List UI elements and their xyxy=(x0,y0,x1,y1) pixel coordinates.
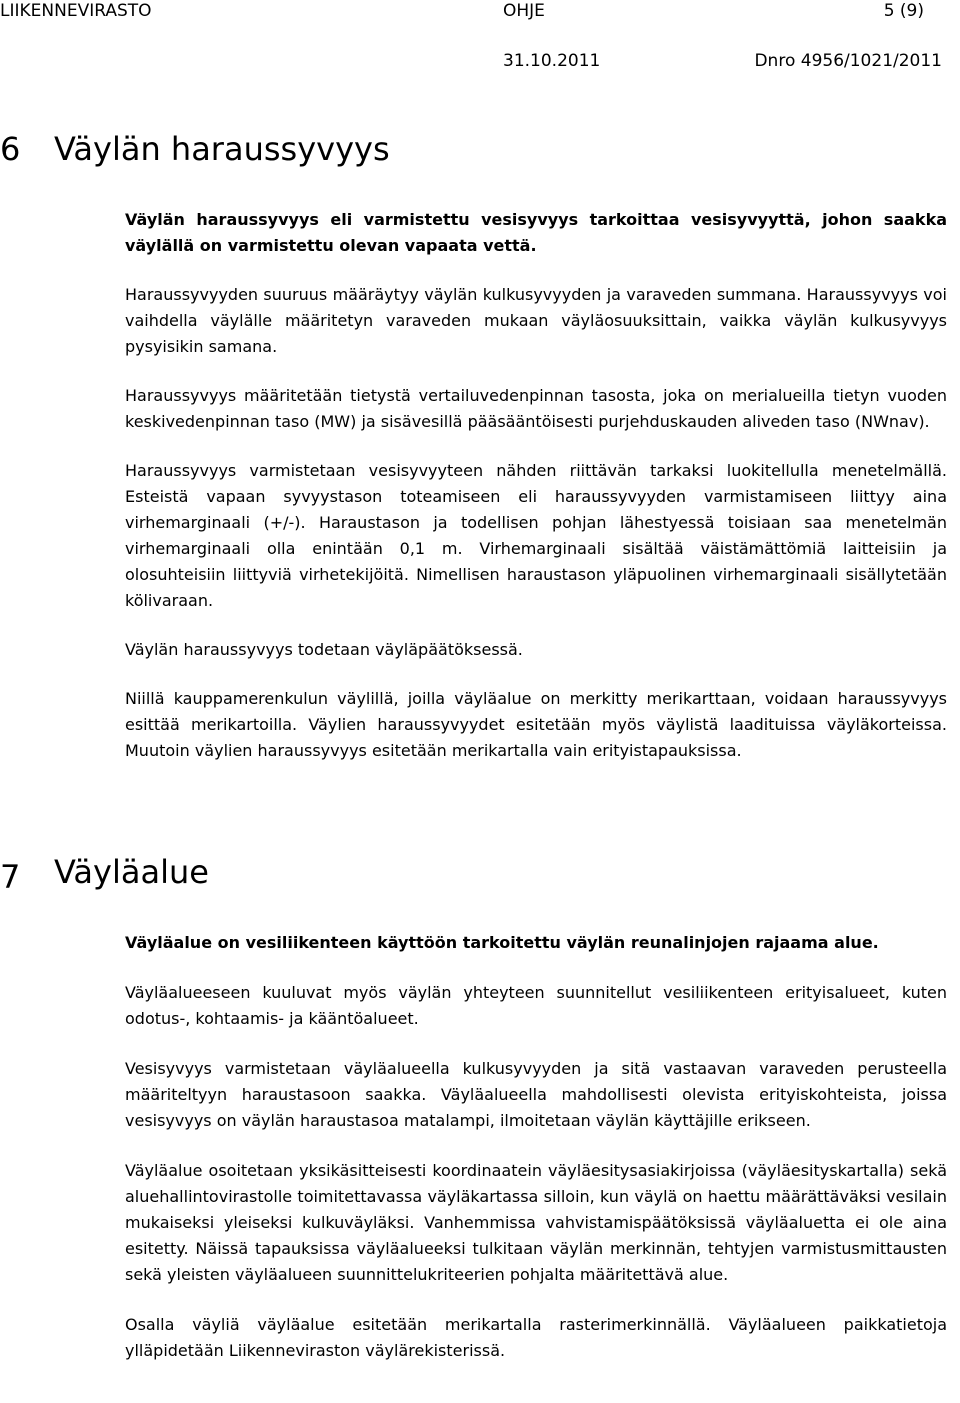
section-7-paragraph: Väyläalue osoitetaan yksikäsitteisesti koordinaatein väyläesitysasiakirjoissa (väyläesityskartalla) sekä aluehallintovirastolle toimitettavassa väyläkartassa silloin, kun väylä on haettu määrättäväksi vesilain mukaiseksi yleiseksi kulkuväyläksi. Vanhemmissa vahvistamispäätöksissä väyläaluetta ei ole aina esitetty. Näissä tapauksissa väyläalueeksi tulkitaan väylän merkinnän, tehtyjen varmistusmittausten sekä yleisten väyläalueen suunnittelukriteerien pohjalta määritettävä alue. xyxy=(125,1161,947,1284)
section-6-title: Väylän haraussyvyys xyxy=(54,130,390,168)
section-6-paragraph: Haraussyvyys varmistetaan vesisyvyyteen nähden riittävän tarkaksi luokitellulla menetelmällä. Esteistä vapaan syvyystason toteamiseen eli haraussyvyyden varmistamiseen liittyy aina virhemarginaali (+/-). Haraustason ja todellisen pohjan lähestyessä toisiaan saa menetelmän virhemarginaali olla enintään 0,1 m. Virhemarginaali sisältää väistämättömiä laitteisiin ja olosuhteisiin liittyviä virhetekijöitä. Nimellisen haraustason yläpuolinen virhemarginaali sisällytetään kölivaraan. xyxy=(125,461,947,610)
section-7-number: 7 xyxy=(0,858,21,896)
section-7-paragraph: Väyläalueeseen kuuluvat myös väylän yhteyteen suunnitellut vesiliikenteen erityisalueet, kuten odotus-, kohtaamis- ja kääntöalueet. xyxy=(125,983,947,1028)
organization-name: LIIKENNEVIRASTO xyxy=(0,1,152,21)
section-7-paragraph: Väyläalue on vesiliikenteen käyttöön tarkoitettu väylän reunalinjojen rajaama alue. xyxy=(125,933,879,952)
section-6-paragraph: Väylän haraussyvyys todetaan väyläpäätöksessä. xyxy=(125,640,523,659)
section-7-paragraph: Osalla väyliä väyläalue esitetään merikartalla rasterimerkinnällä. Väyläalueen paikkatietoja ylläpidetään Liikenneviraston väylärekisterissä. xyxy=(125,1315,947,1360)
page-number: 5 (9) xyxy=(883,1,924,21)
section-6-paragraph: Väylän haraussyvyys eli varmistettu vesisyvyys tarkoittaa vesisyvyyttä, johon saakka väylällä on varmistettu olevan vapaata vettä. xyxy=(125,210,947,255)
document-type: OHJE xyxy=(503,1,545,21)
section-6-paragraph: Haraussyvyyden suuruus määräytyy väylän kulkusyvyyden ja varaveden summana. Haraussyvyys voi vaihdella väylälle määritetyn varaveden mukaan väyläosuuksittain, vaikka väylän kulkusyvyys pysyisikin samana. xyxy=(125,285,947,356)
section-7-body xyxy=(125,930,947,1364)
section-7-title: Väyläalue xyxy=(54,853,209,891)
section-6-paragraph: Niillä kauppamerenkulun väylillä, joilla väyläalue on merkitty merikarttaan, voidaan haraussyvyys esittää merikartoilla. Väylien haraussyvyydet esitetään myös väylistä laadituissa väyläkorteissa. Muutoin väylien haraussyvyys esitetään merikartalla vain erityistapauksissa. xyxy=(125,689,947,760)
document-reference: Dnro 4956/1021/2011 xyxy=(754,51,942,71)
section-6-paragraph: Haraussyvyys määritetään tietystä vertailuvedenpinnan tasosta, joka on merialueilla tietyn vuoden keskivedenpinnan taso (MW) ja sisävesillä pääsääntöisesti purjehduskauden aliveden taso (NWnav). xyxy=(125,386,947,431)
section-7-paragraph: Vesisyvyys varmistetaan väyläalueella kulkusyvyyden ja sitä vastaavan varaveden perusteella määriteltyyn haraustasoon saakka. Väyläalueella mahdollisesti olevista erityiskohteista, joissa vesisyvyys on väylän haraustasoa matalampi, ilmoitetaan väylän käyttäjille erikseen. xyxy=(125,1059,947,1130)
document-date: 31.10.2011 xyxy=(503,51,601,71)
section-6-body xyxy=(125,207,947,764)
section-6-number: 6 xyxy=(0,130,21,168)
